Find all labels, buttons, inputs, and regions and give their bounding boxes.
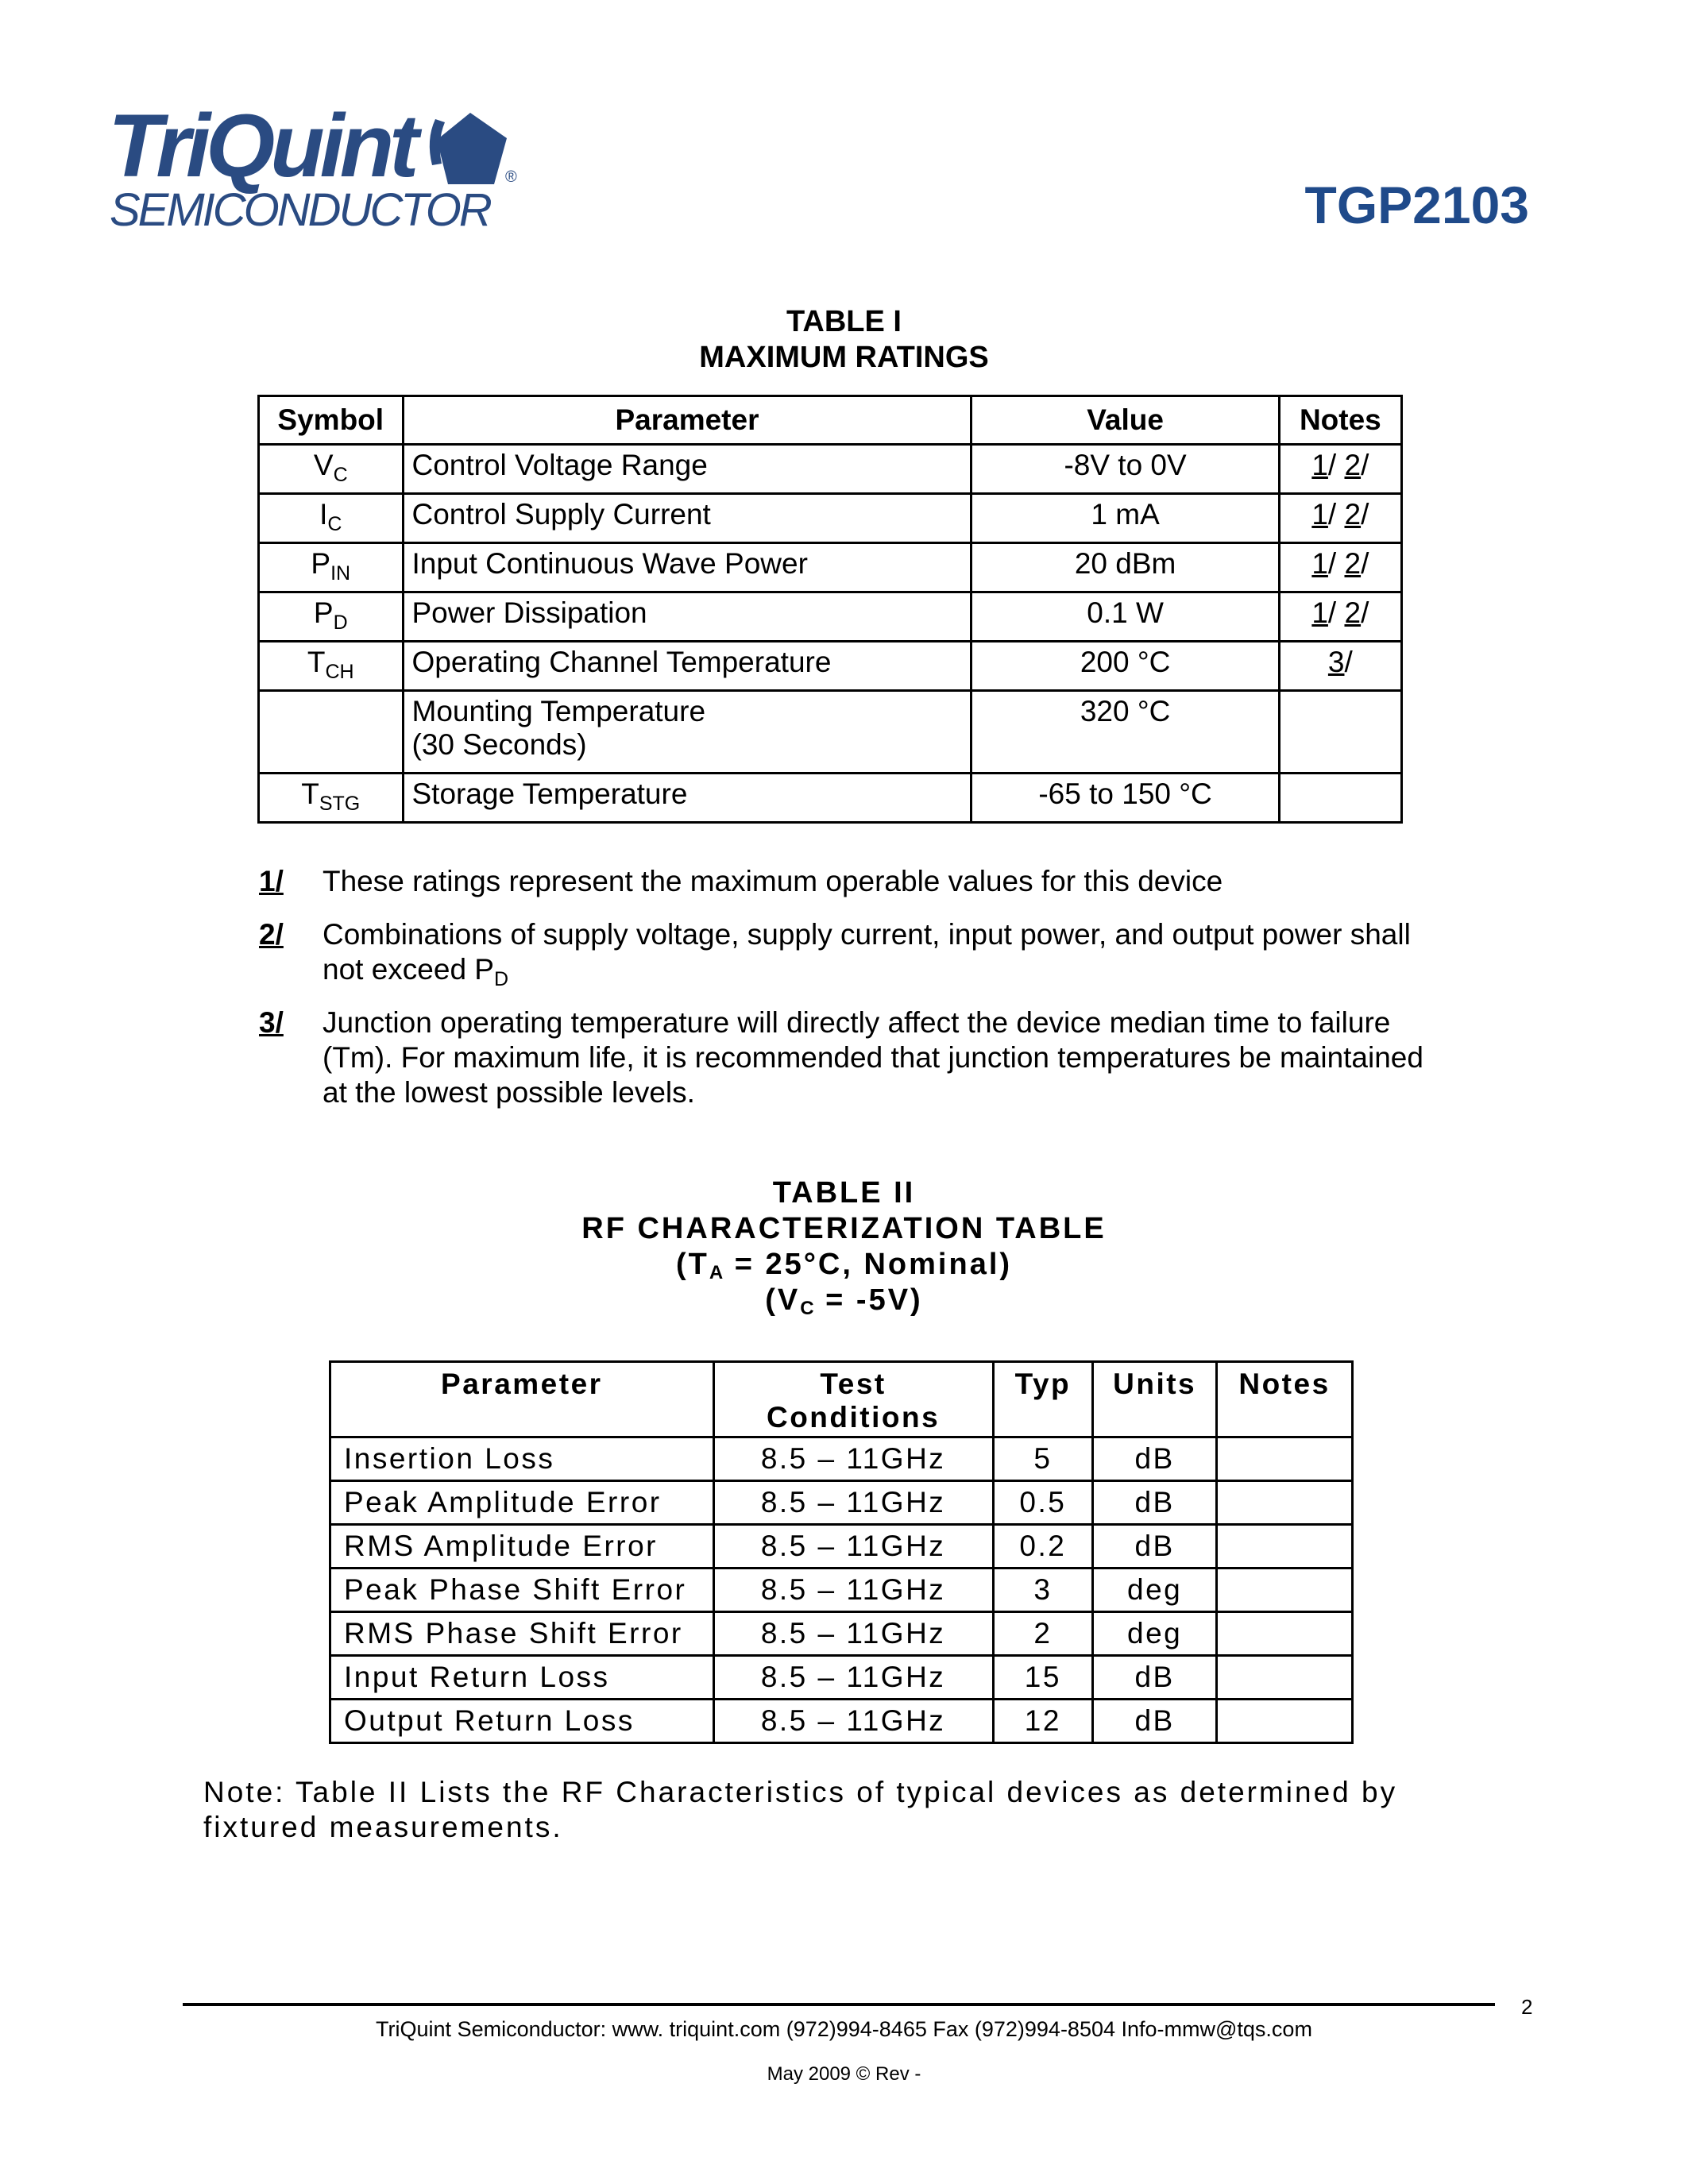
notes-cell bbox=[1217, 1525, 1353, 1569]
col-header-notes: Notes bbox=[1279, 396, 1401, 445]
parameter-cell: Peak Amplitude Error bbox=[330, 1481, 714, 1525]
parameter-cell: RMS Amplitude Error bbox=[330, 1525, 714, 1569]
parameter-cell: Input Return Loss bbox=[330, 1656, 714, 1700]
symbol-cell: $V_C$ bbox=[259, 445, 404, 494]
notes-cell bbox=[1217, 1569, 1353, 1612]
table-row bbox=[330, 1437, 1353, 1481]
notes-cell bbox=[1279, 774, 1401, 823]
footer-date: May 2009 © Rev - bbox=[767, 2063, 921, 2085]
units-cell: dB bbox=[1093, 1656, 1217, 1700]
parameter-cell: Output Return Loss bbox=[330, 1700, 714, 1743]
table-row bbox=[330, 1569, 1353, 1612]
notes-cell: 1/ 2/ bbox=[1279, 445, 1401, 494]
table2-title: TABLE II bbox=[772, 1176, 916, 1210]
footer-contact: TriQuint Semiconductor: www. triquint.com (972)994-8465 Fax (972)994-8504 Info-mmw@tqs.com bbox=[376, 2017, 1312, 2041]
condition-cell: 8.5 – 11GHz bbox=[713, 1481, 993, 1525]
units-cell: deg bbox=[1093, 1612, 1217, 1656]
table1-subtitle: MAXIMUM RATINGS bbox=[699, 341, 989, 374]
symbol-cell: $T_{CH}$ bbox=[259, 642, 404, 691]
col-header-symbol: Symbol bbox=[259, 396, 404, 445]
table-row bbox=[259, 445, 1402, 494]
logo-wordmark: TriQuint bbox=[108, 96, 415, 195]
footnote-text: These ratings represent the maximum operable values for this device bbox=[323, 865, 1223, 897]
symbol-cell: $T_{STG}$ bbox=[259, 774, 404, 823]
table2-condition-voltage: $(V_C = -5V)$ bbox=[765, 1283, 923, 1319]
condition-cell: 8.5 – 11GHz bbox=[713, 1437, 993, 1481]
registered-mark: ® bbox=[505, 168, 517, 186]
parameter-cell: Mounting Temperature (30 Seconds) bbox=[403, 691, 971, 774]
rf-table-note: Note: Table II Lists the RF Characteristics of typical devices as determined by fixtured measurements. bbox=[203, 1776, 1398, 1843]
typ-cell: 5 bbox=[993, 1437, 1093, 1481]
typ-cell: 3 bbox=[993, 1569, 1093, 1612]
typ-cell: 2 bbox=[993, 1612, 1093, 1656]
parameter-cell: Power Dissipation bbox=[403, 592, 971, 642]
table-header-row bbox=[330, 1362, 1353, 1437]
footnote-text: Combinations of supply voltage, supply current, input power, and output power shall not exceed $P_D$ bbox=[323, 918, 1411, 990]
condition-cell: 8.5 – 11GHz bbox=[713, 1700, 993, 1743]
footnote-number: 3/ bbox=[259, 1006, 284, 1039]
units-cell: dB bbox=[1093, 1525, 1217, 1569]
symbol-cell bbox=[259, 691, 404, 774]
condition-cell: 8.5 – 11GHz bbox=[713, 1569, 993, 1612]
symbol-cell: $I_C$ bbox=[259, 494, 404, 543]
typ-cell: 0.5 bbox=[993, 1481, 1093, 1525]
parameter-cell: Peak Phase Shift Error bbox=[330, 1569, 714, 1612]
table-row bbox=[259, 543, 1402, 592]
parameter-cell: Input Continuous Wave Power bbox=[403, 543, 971, 592]
condition-cell: 8.5 – 11GHz bbox=[713, 1525, 993, 1569]
col-header-value: Value bbox=[971, 396, 1279, 445]
footnote-number: 2/ bbox=[259, 918, 284, 951]
typ-cell: 0.2 bbox=[993, 1525, 1093, 1569]
value-cell: -65 to 150 °C bbox=[971, 774, 1279, 823]
col-header-parameter: Parameter bbox=[403, 396, 971, 445]
parameter-cell: Insertion Loss bbox=[330, 1437, 714, 1481]
value-cell: 20 dBm bbox=[971, 543, 1279, 592]
value-cell: -8V to 0V bbox=[971, 445, 1279, 494]
units-cell: dB bbox=[1093, 1481, 1217, 1525]
condition-cell: 8.5 – 11GHz bbox=[713, 1656, 993, 1700]
col-header-units: Units bbox=[1093, 1362, 1217, 1437]
table-row bbox=[259, 494, 1402, 543]
footnote-number: 1/ bbox=[259, 865, 284, 897]
table-row bbox=[259, 691, 1402, 774]
parameter-cell: Control Voltage Range bbox=[403, 445, 971, 494]
table-row bbox=[259, 774, 1402, 823]
notes-cell bbox=[1217, 1437, 1353, 1481]
company-logo bbox=[108, 96, 521, 241]
notes-cell: 1/ 2/ bbox=[1279, 494, 1401, 543]
condition-cell: 8.5 – 11GHz bbox=[713, 1612, 993, 1656]
value-cell: 1 mA bbox=[971, 494, 1279, 543]
table-row bbox=[330, 1656, 1353, 1700]
table2-caption bbox=[0, 1175, 1688, 1318]
notes-cell bbox=[1217, 1481, 1353, 1525]
col-header-typ: Typ bbox=[993, 1362, 1093, 1437]
symbol-cell: $P_{IN}$ bbox=[259, 543, 404, 592]
table1-title: TABLE I bbox=[786, 305, 902, 338]
logo-subtitle: SEMICONDUCTOR bbox=[110, 184, 490, 236]
notes-cell bbox=[1217, 1656, 1353, 1700]
col-header-test-conditions: Test Conditions bbox=[713, 1362, 993, 1437]
notes-cell bbox=[1217, 1612, 1353, 1656]
notes-cell: 1/ 2/ bbox=[1279, 543, 1401, 592]
table-row bbox=[330, 1525, 1353, 1569]
parameter-cell: Storage Temperature bbox=[403, 774, 971, 823]
parameter-cell: Control Supply Current bbox=[403, 494, 971, 543]
table2-subtitle: RF CHARACTERIZATION TABLE bbox=[581, 1212, 1107, 1245]
table2-condition-temp: ($T_A = 25^\circ C$, Nominal) bbox=[675, 1248, 1013, 1283]
typ-cell: 12 bbox=[993, 1700, 1093, 1743]
parameter-cell: RMS Phase Shift Error bbox=[330, 1612, 714, 1656]
pentagon-logo-icon bbox=[418, 108, 513, 195]
table-header-row bbox=[259, 396, 1402, 445]
table-row bbox=[330, 1612, 1353, 1656]
rf-characterization-table bbox=[329, 1360, 1354, 1744]
typ-cell: 15 bbox=[993, 1656, 1093, 1700]
value-cell: 0.1 W bbox=[971, 592, 1279, 642]
col-header-parameter: Parameter bbox=[330, 1362, 714, 1437]
part-number: TGP2103 bbox=[1304, 176, 1529, 234]
table-row bbox=[259, 642, 1402, 691]
table-row bbox=[259, 592, 1402, 642]
footer-divider bbox=[183, 2003, 1495, 2006]
symbol-cell: $P_D$ bbox=[259, 592, 404, 642]
table-row bbox=[330, 1700, 1353, 1743]
units-cell: dB bbox=[1093, 1437, 1217, 1481]
table1-caption bbox=[0, 304, 1688, 376]
units-cell: dB bbox=[1093, 1700, 1217, 1743]
notes-cell bbox=[1217, 1700, 1353, 1743]
footnote-text: Junction operating temperature will directly affect the device median time to failure (Tm). For maximum life, it is recommended that junction temperatures be maintained at the lowest possible levels. bbox=[323, 1006, 1423, 1109]
col-header-notes: Notes bbox=[1217, 1362, 1353, 1437]
notes-cell: 3/ bbox=[1279, 642, 1401, 691]
notes-cell bbox=[1279, 691, 1401, 774]
maximum-ratings-table bbox=[257, 395, 1403, 824]
page-number: 2 bbox=[1521, 1995, 1533, 2019]
parameter-cell: Operating Channel Temperature bbox=[403, 642, 971, 691]
units-cell: deg bbox=[1093, 1569, 1217, 1612]
value-cell: 200 °C bbox=[971, 642, 1279, 691]
notes-cell: 1/ 2/ bbox=[1279, 592, 1401, 642]
table-row bbox=[330, 1481, 1353, 1525]
value-cell: 320 °C bbox=[971, 691, 1279, 774]
